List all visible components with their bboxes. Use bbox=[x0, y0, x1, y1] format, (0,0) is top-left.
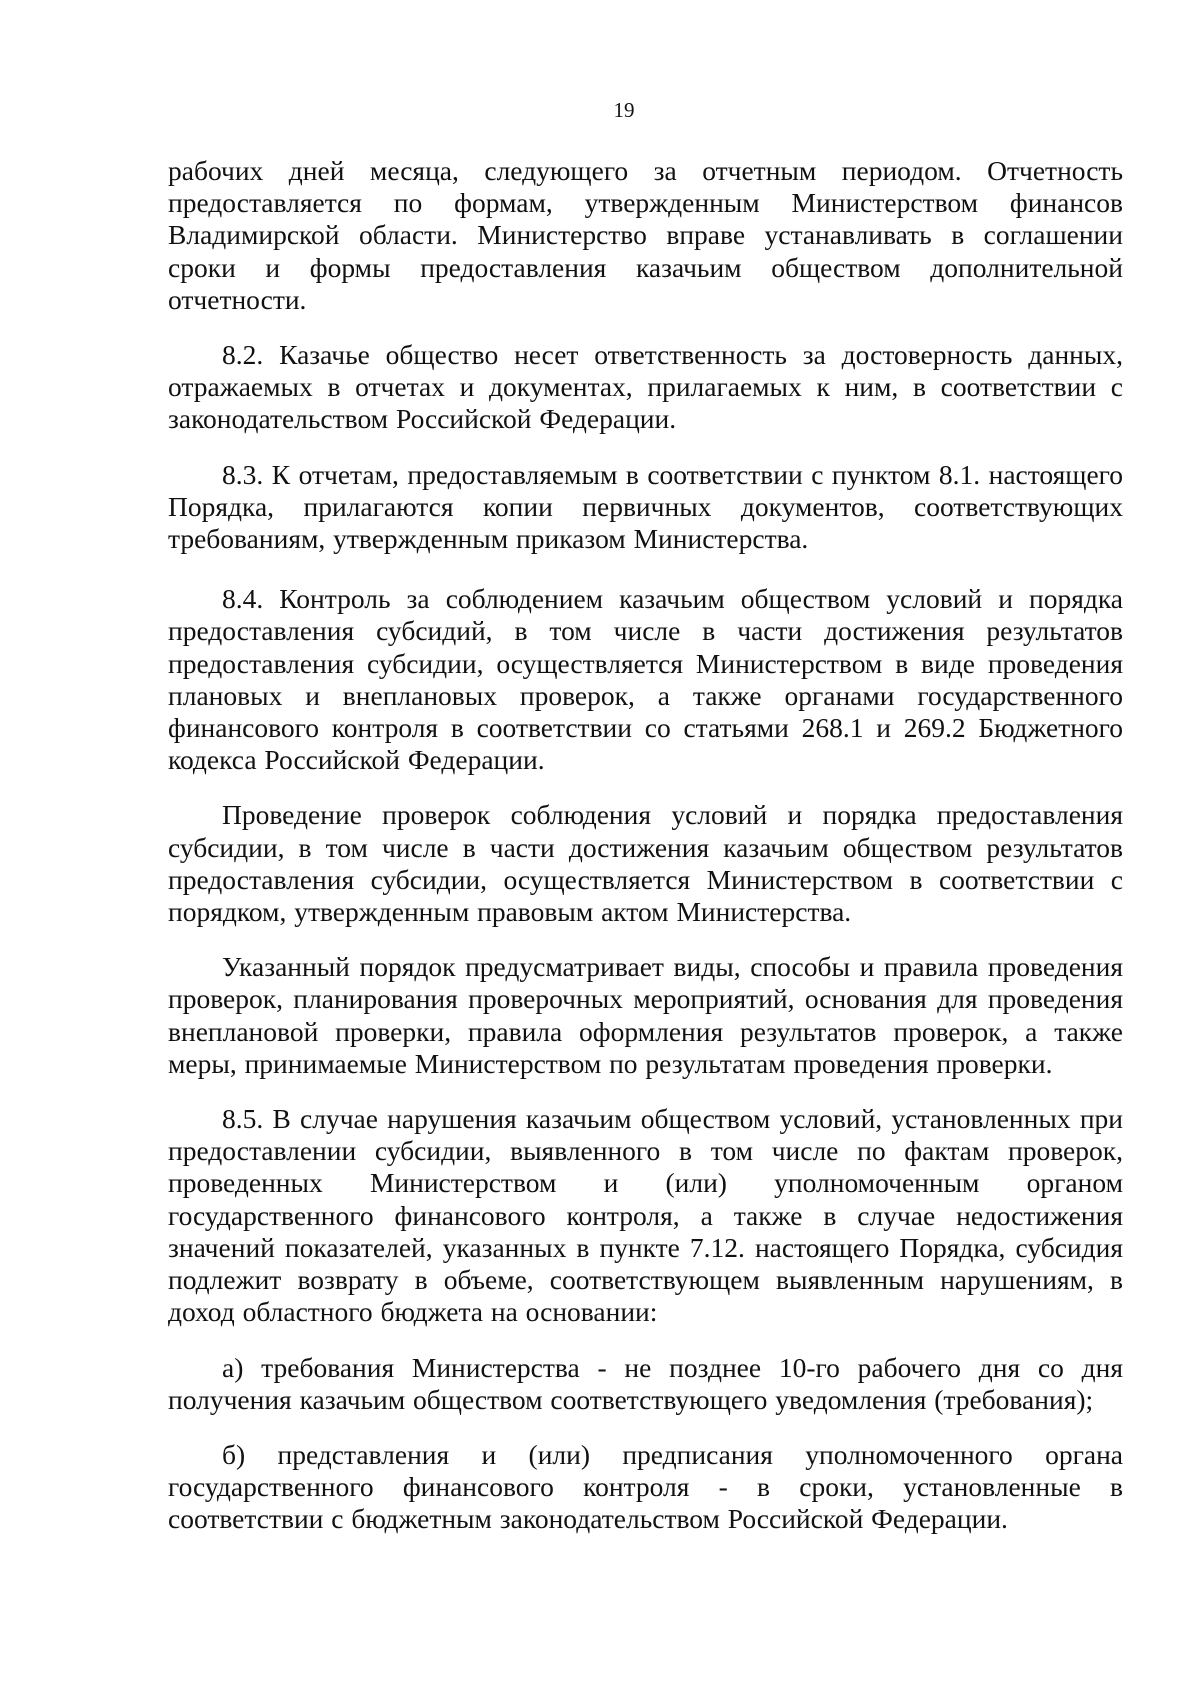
paragraph-item-b: б) представления и (или) предписания уполномоченного органа государственного финансового контроля - в сроки, установленные в соответствии с бюджетным законодательством Российской Федерации. bbox=[168, 1438, 1123, 1535]
paragraph-8-5: 8.5. В случае нарушения казачьим обществом условий, установленных при предоставлении субсидии, выявленного в том числе по фактам проверок, проведенных Министерством и (или) уполномоченным органом государственного финансового контроля, а также в случае недостижения значений показателей, указанных в пункте 7.12. настоящего Порядка, субсидия подлежит возврату в объеме, соответствующем выявленным нарушениям, в доход областного бюджета на основании: bbox=[168, 1103, 1123, 1328]
paragraph-inspections: Проведение проверок соблюдения условий и порядка предоставления субсидии, в том числе в части достижения казачьим обществом результатов предоставления субсидии, осуществляется Министерством в соответствии с порядком, утвержденным правовым актом Министерства. bbox=[168, 799, 1123, 928]
page-number: 19 bbox=[613, 98, 635, 122]
paragraph-reporting-continuation: рабочих дней месяца, следующего за отчетным периодом. Отчетность предоставляется по формам, утвержденным Министерством финансов Владимирской области. Министерство вправе устанавливать в соглашении сроки и формы предоставления казачьим обществом дополнительной отчетности. bbox=[168, 155, 1123, 315]
paragraph-item-a: а) требования Министерства - не позднее 10-го рабочего дня со дня получения казачьим обществом соответствующего уведомления (требования); bbox=[168, 1351, 1123, 1415]
paragraph-8-4: 8.4. Контроль за соблюдением казачьим обществом условий и порядка предоставления субсидий, в том числе в части достижения результатов предоставления субсидии, осуществляется Министерством в виде проведения плановых и внеплановых проверок, а также органами государственного финансового контроля в соответствии со статьями 268.1 и 269.2 Бюджетного кодекса Российской Федерации. bbox=[168, 583, 1123, 776]
paragraph-procedure: Указанный порядок предусматривает виды, способы и правила проведения проверок, планирования проверочных мероприятий, основания для проведения внеплановой проверки, правила оформления результатов проверок, а также меры, принимаемые Министерством по результатам проведения проверки. bbox=[168, 951, 1123, 1079]
paragraph-8-2: 8.2. Казачье общество несет ответственность за достоверность данных, отражаемых в отчетах и документах, прилагаемых к ним, в соответствии с законодательством Российской Федерации. bbox=[168, 339, 1123, 435]
paragraph-8-3: 8.3. К отчетам, предоставляемым в соответствии с пунктом 8.1. настоящего Порядка, прилагаются копии первичных документов, соответствующих требованиям, утвержденным приказом Министерства. bbox=[168, 458, 1123, 555]
document-body bbox=[168, 155, 1123, 1559]
